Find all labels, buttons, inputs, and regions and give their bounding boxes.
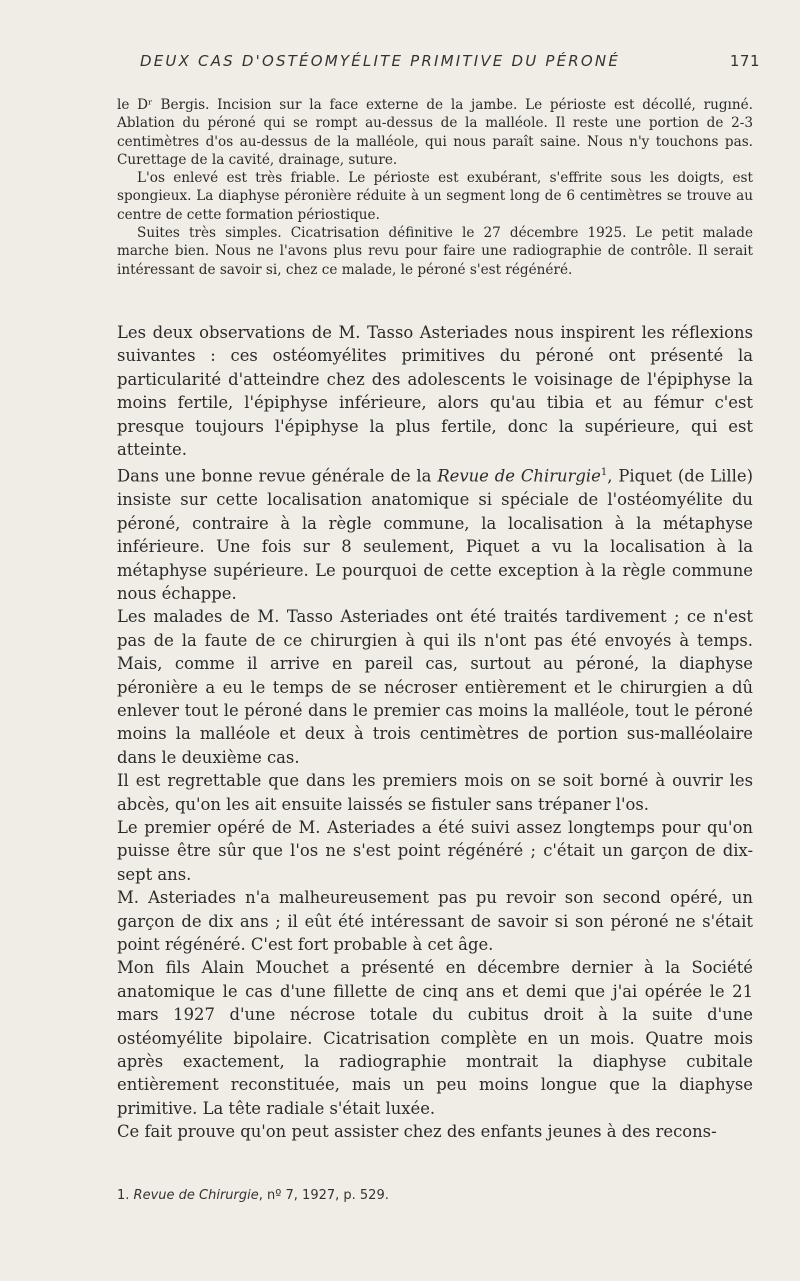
page-number: 171 bbox=[729, 52, 760, 70]
case-paragraph: le Dʳ Bergis. Incision sur la face externe de la jambe. Le périoste est décollé, rugıné. Ablation du péroné qui se rompt au-dessus de la malléole. Il reste une portion de 2-3 centimètres d'os au-dessus de la malléole, qui nous paraît saine. Nous n'y touchons pas. Curettage de la cavité, drainage, suture. bbox=[117, 97, 753, 168]
footnote bbox=[117, 1188, 753, 1203]
main-text bbox=[117, 321, 753, 1144]
body-paragraph: Dans une bonne revue générale de la Revue de Chirurgie$^1$, Piquet (de Lille) insiste sur cette localisation anatomique si spéciale de l'ostéomyélite du péroné, contraire à la règle commune, la localisation à la métaphyse inférieure. Une fois sur 8 seulement, Piquet a vu la localisation à la métaphyse supérieure. Le pourquoi de cette exception à la règle commune nous échappe. bbox=[117, 466, 753, 603]
body-paragraph: Il est regrettable que dans les premiers mois on se soit borné à ouvrir les abcès, qu'on les ait ensuite laissés se fistuler sans trépaner l'os. bbox=[117, 771, 753, 814]
body-paragraph: Mon fils Alain Mouchet a présenté en décembre dernier à la Société anatomique le cas d'une fillette de cinq ans et demi que j'ai opérée le 21 mars 1927 d'une nécrose totale du cubitus droit à la suite d'une ostéomyélite bipolaire. Cicatrisation complète en un mois. Quatre mois après exactement, la radiographie montrait la diaphyse cubitale entièrement reconstituée, mais un peu moins longue que la diaphyse primitive. La tête radiale s'était luxée. bbox=[117, 958, 753, 1118]
case-paragraph: Suites très simples. Cicatrisation définitive le 27 décembre 1925. Le petit malade marche bien. Nous ne l'avons plus revu pour faire une radiographie de contrôle. Il serait intéressant de savoir si, chez ce malade, le péroné s'est régénéré. bbox=[117, 225, 753, 278]
running-head bbox=[140, 52, 760, 78]
case-paragraph: L'os enlevé est très friable. Le périoste est exubérant, s'effrite sous les doigts, est spongieux. La diaphyse péronière réduite à un segment long de 6 centimètres se trouve au centre de cette formation périostique. bbox=[117, 170, 753, 223]
body-paragraph: Ce fait prouve qu'on peut assister chez des enfants jeunes à des recons- bbox=[117, 1122, 717, 1142]
footnote-journal: Revue de Chirurgie bbox=[133, 1188, 259, 1203]
body-paragraph: Les deux observations de M. Tasso Asteriades nous inspirent les réflexions suivantes : ces ostéomyélites primitives du péroné ont présenté la particularité d'atteindre chez des adolescents le voisinage de l'épiphyse la moins fertile, l'épiphyse inférieure, alors qu'au tibia et au fémur c'est presque toujours l'épiphyse la plus fertile, donc la supérieure, qui est atteinte. bbox=[117, 323, 753, 460]
footnote-details: , nº 7, 1927, p. 529. bbox=[258, 1188, 389, 1203]
case-report-block bbox=[117, 96, 753, 279]
journal-title: Revue de Chirurgie bbox=[437, 466, 601, 486]
running-title: DEUX CAS D'OSTÉOMYÉLITE PRIMITIVE DU PÉRONÉ bbox=[140, 52, 620, 70]
body-paragraph: M. Asteriades n'a malheureusement pas pu revoir son second opéré, un garçon de dix ans ; il eût été intéressant de savoir si son péroné ne s'était point régénéré. C'est fort probable à cet âge. bbox=[117, 888, 753, 955]
footnote-number: 1. bbox=[117, 1188, 130, 1203]
body-paragraph: Les malades de M. Tasso Asteriades ont été traités tardivement ; ce n'est pas de la faute de ce chirurgien à qui ils n'ont pas été envoyés à temps. Mais, comme il arrive en pareil cas, surtout au péroné, la diaphyse péronière a eu le temps de se nécroser entièrement et le chirurgien a dû enlever tout le péroné dans le premier cas moins la malléole, tout le péroné moins la malléole et deux à trois centimètres de portion sus-malléolaire dans le deuxième cas. bbox=[117, 607, 753, 767]
footnote-ref: 1 bbox=[600, 467, 608, 479]
body-paragraph: Le premier opéré de M. Asteriades a été suivi assez longtemps pour qu'on puisse être sûr que l'os ne s'est point régénéré ; c'était un garçon de dix-sept ans. bbox=[117, 818, 753, 884]
